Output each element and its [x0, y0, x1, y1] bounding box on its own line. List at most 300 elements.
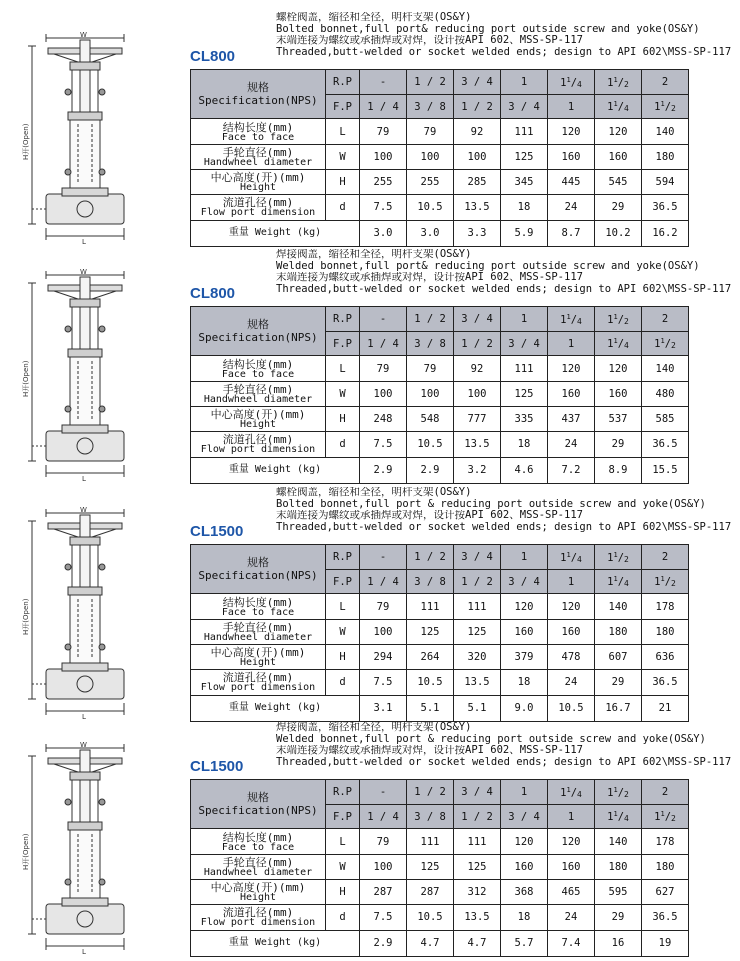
table-cell: 3 / 8: [407, 570, 454, 594]
table-row-handwheel: [191, 854, 689, 879]
table-cell: 9.0: [501, 695, 548, 721]
table-cell: 5.1: [454, 695, 501, 721]
table-cell: 545: [595, 170, 642, 195]
length-dim-label: L: [82, 238, 86, 246]
label-zh: 结构长度(mm): [222, 357, 294, 371]
length-dim-label: L: [82, 713, 86, 721]
table-cell: 1 / 2: [454, 805, 501, 829]
rp-label: R.P: [326, 307, 360, 332]
table-cell: 255: [407, 170, 454, 195]
table-cell: 3.0: [360, 220, 407, 246]
valve-spec-section: [0, 12, 740, 247]
table-cell: 140: [642, 119, 689, 144]
symbol-cell: W: [326, 144, 360, 169]
table-row-flow-port: [191, 195, 689, 220]
table-cell: 3 / 4: [454, 780, 501, 805]
table-cell: 627: [642, 880, 689, 905]
label-zh: 中心高度(开)(mm): [210, 408, 306, 422]
table-cell: 79: [360, 119, 407, 144]
table-cell: 92: [454, 119, 501, 144]
table-cell: 79: [360, 594, 407, 619]
table-cell: 1 / 2: [407, 70, 454, 95]
header-line-3: 末端连接为螺纹或承插焊或对焊，设计按API 602、MSS-SP-117: [276, 745, 583, 756]
table-cell: 15.5: [642, 457, 689, 483]
table-cell: 368: [501, 880, 548, 905]
table-cell: 120: [548, 356, 595, 381]
table-cell: 3 / 4: [454, 70, 501, 95]
table-cell: 13.5: [454, 432, 501, 457]
table-cell: 8.9: [595, 457, 642, 483]
spec-table: [190, 69, 689, 247]
label-en: Flow port dimension: [200, 917, 316, 929]
table-row-weight: [191, 220, 689, 246]
table-cell: 5.1: [407, 695, 454, 721]
section-header: [276, 249, 736, 295]
header-line-2: Bolted bonnet,full port& reducing port outside screw and yoke(OS&Y): [276, 23, 700, 35]
flow-port-label: [191, 905, 326, 930]
table-cell: 3 / 4: [454, 545, 501, 570]
height-label: [191, 407, 326, 432]
symbol-cell: L: [326, 829, 360, 854]
table-cell: 1 / 4: [360, 332, 407, 356]
table-cell: 1: [501, 70, 548, 95]
table-cell: 160: [595, 381, 642, 406]
table-cell: 7.5: [360, 905, 407, 930]
table-cell: 13.5: [454, 905, 501, 930]
table-cell: 3.2: [454, 457, 501, 483]
table-cell: 465: [548, 880, 595, 905]
table-cell: $1^1/_2$: [642, 95, 689, 119]
width-dim-label: W: [80, 742, 87, 749]
table-cell: 3 / 4: [501, 570, 548, 594]
symbol-cell: d: [326, 670, 360, 695]
height-label: [191, 170, 326, 195]
fp-label: F.P: [326, 332, 360, 356]
table-cell: 36.5: [642, 670, 689, 695]
header-line-3: 末端连接为螺纹或承插焊或对焊，设计按API 602、MSS-SP-117: [276, 35, 583, 46]
valve-drawing: [18, 32, 168, 247]
table-cell: 10.5: [407, 905, 454, 930]
weight-label: 重量 Weight (kg): [191, 930, 360, 956]
table-cell: 10.5: [407, 432, 454, 457]
table-row-handwheel: [191, 619, 689, 644]
label-en: Flow port dimension: [200, 444, 316, 456]
table-cell: 36.5: [642, 905, 689, 930]
label-zh: 结构长度(mm): [222, 830, 294, 844]
table-cell: 3.0: [407, 220, 454, 246]
label-zh: 流道孔径(mm): [222, 433, 294, 447]
label-zh: 结构长度(mm): [222, 120, 294, 134]
table-cell: 7.5: [360, 670, 407, 695]
table-cell: 537: [595, 407, 642, 432]
table-cell: 1 / 4: [360, 570, 407, 594]
spec-table: [190, 779, 689, 957]
label-en: Handwheel diameter: [203, 393, 313, 405]
label-en: Handwheel diameter: [203, 631, 313, 643]
table-cell: 312: [454, 880, 501, 905]
header-line-1: 焊接阀盖，缩径和全径，明杆支架(OS&Y): [276, 249, 472, 260]
table-cell: 320: [454, 645, 501, 670]
table-cell: $1^1/_2$: [642, 805, 689, 829]
table-cell: 379: [501, 645, 548, 670]
table-cell: 2: [642, 545, 689, 570]
table-cell: 7.2: [548, 457, 595, 483]
table-cell: 2.9: [360, 457, 407, 483]
face-to-face-label: [191, 119, 326, 144]
table-cell: 1: [501, 545, 548, 570]
table-cell: 79: [407, 356, 454, 381]
symbol-cell: d: [326, 432, 360, 457]
table-cell: 1: [548, 570, 595, 594]
spec-table: [190, 544, 689, 722]
spec-label-zh: 规格: [247, 791, 269, 805]
symbol-cell: W: [326, 854, 360, 879]
spec-label-en: Specification(NPS): [198, 94, 318, 108]
table-cell: $1^1/_2$: [595, 780, 642, 805]
table-row-face-to-face: [191, 119, 689, 144]
table-cell: 160: [548, 381, 595, 406]
table-row-handwheel: [191, 381, 689, 406]
label-zh: 流道孔径(mm): [222, 906, 294, 920]
label-zh: 手轮直径(mm): [222, 145, 294, 159]
table-cell: 3 / 4: [501, 805, 548, 829]
table-cell: 607: [595, 645, 642, 670]
table-cell: $1^1/_4$: [595, 95, 642, 119]
header-line-1: 焊接阀盖，缩径和全径，明杆支架(OS&Y): [276, 722, 472, 733]
table-row-height: [191, 880, 689, 905]
table-cell: $1^1/_4$: [595, 332, 642, 356]
table-cell: 160: [501, 854, 548, 879]
table-cell: 264: [407, 645, 454, 670]
table-cell: 21: [642, 695, 689, 721]
label-en: Height: [239, 892, 277, 904]
table-cell: 5.7: [501, 930, 548, 956]
label-en: Face to face: [221, 841, 295, 853]
table-cell: -: [360, 545, 407, 570]
table-cell: 437: [548, 407, 595, 432]
table-cell: 16: [595, 930, 642, 956]
table-cell: $1^1/_2$: [642, 570, 689, 594]
table-row-weight: [191, 930, 689, 956]
table-cell: 287: [407, 880, 454, 905]
handwheel-label: [191, 854, 326, 879]
table-cell: 16.2: [642, 220, 689, 246]
table-cell: 100: [407, 381, 454, 406]
table-cell: 29: [595, 195, 642, 220]
table-cell: 2: [642, 70, 689, 95]
header-line-2: Bolted bonnet,full port & reducing port outside screw and yoke(OS&Y): [276, 498, 706, 510]
table-row-weight: [191, 457, 689, 483]
table-row-rp: [191, 70, 689, 95]
section-header: [276, 722, 736, 768]
table-cell: 595: [595, 880, 642, 905]
width-dim-label: W: [80, 507, 87, 514]
table-cell: 1: [501, 307, 548, 332]
table-cell: $1^1/_4$: [548, 70, 595, 95]
table-cell: 7.5: [360, 195, 407, 220]
table-cell: 4.6: [501, 457, 548, 483]
symbol-cell: L: [326, 594, 360, 619]
table-cell: $1^1/_4$: [548, 307, 595, 332]
table-cell: 120: [595, 356, 642, 381]
header-line-4: Threaded,butt-welded or socket welded ends; design to API 602\MSS-SP-117: [276, 756, 732, 768]
table-cell: 18: [501, 905, 548, 930]
symbol-cell: L: [326, 119, 360, 144]
table-cell: 1 / 2: [454, 570, 501, 594]
table-cell: 160: [548, 144, 595, 169]
label-en: Face to face: [221, 606, 295, 618]
table-cell: 79: [407, 119, 454, 144]
table-cell: 111: [454, 829, 501, 854]
label-zh: 中心高度(开)(mm): [210, 881, 306, 895]
label-zh: 手轮直径(mm): [222, 382, 294, 396]
table-row-face-to-face: [191, 356, 689, 381]
table-row-weight: [191, 695, 689, 721]
table-cell: 125: [407, 619, 454, 644]
symbol-cell: L: [326, 356, 360, 381]
table-cell: 10.2: [595, 220, 642, 246]
table-row-rp: [191, 780, 689, 805]
table-cell: 1 / 2: [407, 780, 454, 805]
symbol-cell: H: [326, 170, 360, 195]
label-zh: 中心高度(开)(mm): [210, 171, 306, 185]
table-cell: 445: [548, 170, 595, 195]
pressure-class-label: CL800: [190, 48, 236, 65]
table-cell: 36.5: [642, 195, 689, 220]
table-cell: 120: [548, 829, 595, 854]
table-cell: 4.7: [454, 930, 501, 956]
table-cell: 248: [360, 407, 407, 432]
flow-port-label: [191, 432, 326, 457]
symbol-cell: W: [326, 381, 360, 406]
label-zh: 中心高度(开)(mm): [210, 646, 306, 660]
height-dim-label: H开(Open): [22, 360, 30, 397]
table-cell: 100: [454, 381, 501, 406]
table-cell: 111: [407, 594, 454, 619]
table-cell: 100: [360, 854, 407, 879]
table-row-handwheel: [191, 144, 689, 169]
label-en: Handwheel diameter: [203, 866, 313, 878]
table-cell: 36.5: [642, 432, 689, 457]
spec-label-zh: 规格: [247, 318, 269, 332]
table-cell: 140: [642, 356, 689, 381]
table-cell: 548: [407, 407, 454, 432]
spec-label-en: Specification(NPS): [198, 569, 318, 583]
valve-spec-section: [0, 722, 740, 957]
table-cell: 125: [501, 144, 548, 169]
length-dim-label: L: [82, 475, 86, 483]
table-cell: 120: [501, 829, 548, 854]
table-cell: 100: [360, 144, 407, 169]
table-cell: 79: [360, 829, 407, 854]
table-cell: 180: [642, 619, 689, 644]
table-cell: $1^1/_4$: [548, 780, 595, 805]
height-dim-label: H开(Open): [22, 123, 30, 160]
table-cell: 100: [360, 619, 407, 644]
length-dim-label: L: [82, 948, 86, 956]
table-cell: 3 / 8: [407, 805, 454, 829]
valve-drawing: [18, 507, 168, 722]
table-cell: 100: [454, 144, 501, 169]
table-cell: 18: [501, 670, 548, 695]
header-line-3: 末端连接为螺纹或承插焊或对焊，设计按API 602、MSS-SP-117: [276, 510, 583, 521]
spec-table: [190, 306, 689, 484]
table-cell: 287: [360, 880, 407, 905]
table-cell: 120: [501, 594, 548, 619]
table-cell: 18: [501, 195, 548, 220]
symbol-cell: W: [326, 619, 360, 644]
face-to-face-label: [191, 356, 326, 381]
table-cell: 2: [642, 780, 689, 805]
table-cell: 777: [454, 407, 501, 432]
symbol-cell: H: [326, 407, 360, 432]
table-cell: 1: [548, 332, 595, 356]
table-cell: 3 / 8: [407, 95, 454, 119]
fp-label: F.P: [326, 805, 360, 829]
table-cell: 120: [548, 594, 595, 619]
table-cell: 335: [501, 407, 548, 432]
header-line-4: Threaded,butt-welded or socket welded ends; design to API 602\MSS-SP-117: [276, 46, 732, 58]
table-cell: 24: [548, 670, 595, 695]
table-cell: -: [360, 70, 407, 95]
table-cell: 29: [595, 432, 642, 457]
table-cell: 180: [642, 144, 689, 169]
table-row-height: [191, 170, 689, 195]
valve-spec-section: [0, 249, 740, 484]
valve-spec-section: [0, 487, 740, 722]
table-cell: $1^1/_2$: [642, 332, 689, 356]
table-cell: 585: [642, 407, 689, 432]
label-en: Flow port dimension: [200, 682, 316, 694]
table-cell: 160: [501, 619, 548, 644]
table-cell: 478: [548, 645, 595, 670]
table-cell: 125: [501, 381, 548, 406]
table-cell: 92: [454, 356, 501, 381]
table-cell: 345: [501, 170, 548, 195]
table-cell: 1: [501, 780, 548, 805]
table-row-height: [191, 407, 689, 432]
table-cell: $1^1/_4$: [595, 805, 642, 829]
table-cell: 7.5: [360, 432, 407, 457]
table-cell: 24: [548, 905, 595, 930]
pressure-class-label: CL1500: [190, 758, 244, 775]
table-cell: 3 / 8: [407, 332, 454, 356]
table-cell: 180: [642, 854, 689, 879]
table-row-face-to-face: [191, 829, 689, 854]
symbol-cell: H: [326, 880, 360, 905]
table-cell: 180: [595, 619, 642, 644]
table-cell: 111: [407, 829, 454, 854]
table-cell: 1 / 4: [360, 805, 407, 829]
table-cell: 29: [595, 670, 642, 695]
table-cell: 2.9: [360, 930, 407, 956]
symbol-cell: d: [326, 905, 360, 930]
table-cell: 3 / 4: [454, 307, 501, 332]
label-zh: 手轮直径(mm): [222, 620, 294, 634]
table-cell: $1^1/_2$: [595, 307, 642, 332]
pressure-class-label: CL1500: [190, 523, 244, 540]
symbol-cell: H: [326, 645, 360, 670]
height-dim-label: H开(Open): [22, 833, 30, 870]
table-cell: $1^1/_4$: [595, 570, 642, 594]
table-row-height: [191, 645, 689, 670]
spec-label-en: Specification(NPS): [198, 331, 318, 345]
table-cell: 10.5: [407, 195, 454, 220]
table-cell: 125: [454, 619, 501, 644]
valve-drawing: [18, 742, 168, 957]
table-cell: 5.9: [501, 220, 548, 246]
fp-label: F.P: [326, 95, 360, 119]
label-zh: 流道孔径(mm): [222, 671, 294, 685]
table-cell: 160: [548, 619, 595, 644]
table-cell: 2.9: [407, 457, 454, 483]
table-cell: 3.1: [360, 695, 407, 721]
header-line-4: Threaded,butt-welded or socket welded ends; design to API 602\MSS-SP-117: [276, 521, 732, 533]
table-cell: 111: [501, 356, 548, 381]
header-line-2: Welded bonnet,full port & reducing port outside screw and yoke(OS&Y): [276, 733, 706, 745]
table-cell: 125: [407, 854, 454, 879]
table-cell: 594: [642, 170, 689, 195]
height-label: [191, 880, 326, 905]
width-dim-label: W: [80, 32, 87, 39]
table-cell: 18: [501, 432, 548, 457]
label-en: Handwheel diameter: [203, 156, 313, 168]
table-cell: 160: [595, 144, 642, 169]
table-cell: 140: [595, 829, 642, 854]
header-line-4: Threaded,butt-welded or socket welded ends; design to API 602\MSS-SP-117: [276, 283, 732, 295]
table-cell: 7.4: [548, 930, 595, 956]
height-label: [191, 645, 326, 670]
table-cell: 1 / 2: [454, 95, 501, 119]
face-to-face-label: [191, 594, 326, 619]
table-row-rp: [191, 545, 689, 570]
flow-port-label: [191, 670, 326, 695]
height-dim-label: H开(Open): [22, 598, 30, 635]
valve-drawing: [18, 269, 168, 484]
table-cell: 16.7: [595, 695, 642, 721]
table-cell: 3.3: [454, 220, 501, 246]
table-cell: 8.7: [548, 220, 595, 246]
table-cell: 178: [642, 829, 689, 854]
table-cell: 29: [595, 905, 642, 930]
width-dim-label: W: [80, 269, 87, 276]
label-en: Flow port dimension: [200, 207, 316, 219]
table-cell: 111: [454, 594, 501, 619]
table-cell: 636: [642, 645, 689, 670]
rp-label: R.P: [326, 545, 360, 570]
flow-port-label: [191, 195, 326, 220]
table-cell: 1 / 2: [407, 307, 454, 332]
table-cell: 1 / 2: [407, 545, 454, 570]
label-en: Face to face: [221, 131, 295, 143]
table-cell: 13.5: [454, 670, 501, 695]
label-en: Face to face: [221, 368, 295, 380]
label-zh: 流道孔径(mm): [222, 196, 294, 210]
table-cell: 4.7: [407, 930, 454, 956]
header-line-1: 螺栓阀盖，缩径和全径，明杆支架(OS&Y): [276, 487, 472, 498]
table-cell: 10.5: [407, 670, 454, 695]
table-cell: 10.5: [548, 695, 595, 721]
table-cell: 100: [407, 144, 454, 169]
table-row-face-to-face: [191, 594, 689, 619]
table-cell: 120: [595, 119, 642, 144]
table-row-rp: [191, 307, 689, 332]
handwheel-label: [191, 619, 326, 644]
table-cell: -: [360, 780, 407, 805]
table-cell: $1^1/_4$: [548, 545, 595, 570]
table-cell: 125: [454, 854, 501, 879]
weight-label: 重量 Weight (kg): [191, 695, 360, 721]
